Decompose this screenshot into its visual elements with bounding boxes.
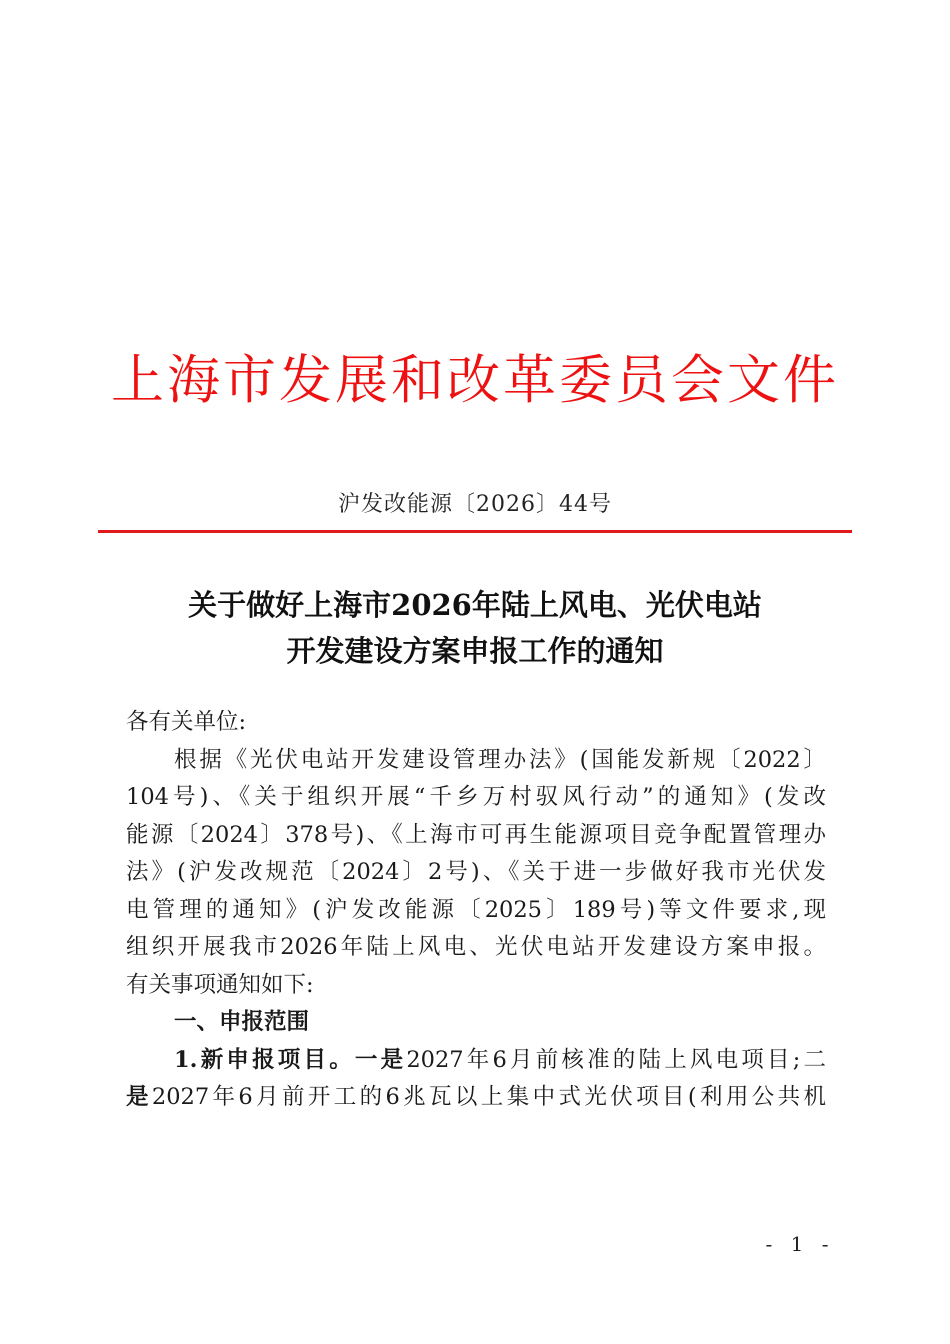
document-title [100,582,850,674]
paragraph-line: 能源〔2024〕378号)、《上海市可再生能源项目竞争配置管理办 [126,821,826,848]
page-number: - 1 - [765,1232,835,1256]
item-1-line-2 [126,1079,826,1117]
item-1-line-1 [126,1042,826,1080]
paragraph-line: 104号)、《关于组织开展“千乡万村驭风行动”的通知》(发改 [126,784,826,810]
paragraph-line: 电管理的通知》(沪发改能源〔2025〕189号)等文件要求,现 [126,896,826,923]
item-1-lead-2: 是 [126,1084,152,1110]
document-body [126,704,826,1117]
paragraph-1 [126,742,826,1005]
item-1-text-2: 2027年6月前开工的6兆瓦以上集中式光伏项目(利用公共机 [151,1084,826,1110]
paragraph-line: 组织开展我市2026年陆上风电、光伏电站开发建设方案申报。 [126,934,826,960]
salutation: 各有关单位: [126,709,247,735]
paragraph-line: 根据《光伏电站开发建设管理办法》(国能发新规〔2022〕 [174,746,826,773]
item-1-label: 1.新申报项目。 [174,1046,355,1073]
document-title-line-1: 关于做好上海市2026年陆上风电、光伏电站 [188,588,762,622]
item-1-lead-1: 一是 [354,1046,407,1073]
document-title-line-2: 开发建设方案申报工作的通知 [286,634,664,668]
section-heading-scope: 一、申报范围 [174,1009,310,1035]
item-1-text-1: 2027年6月前核准的陆上风电项目;二 [406,1046,826,1073]
red-divider-rule [98,530,852,533]
paragraph-line: 法》(沪发改规范〔2024〕2号)、《关于进一步做好我市光伏发 [126,859,826,885]
document-number: 沪发改能源〔2026〕44号 [338,492,612,517]
issuing-authority-masthead: 上海市发展和改革委员会文件 [111,350,839,411]
paragraph-line: 有关事项通知如下: [126,971,314,998]
